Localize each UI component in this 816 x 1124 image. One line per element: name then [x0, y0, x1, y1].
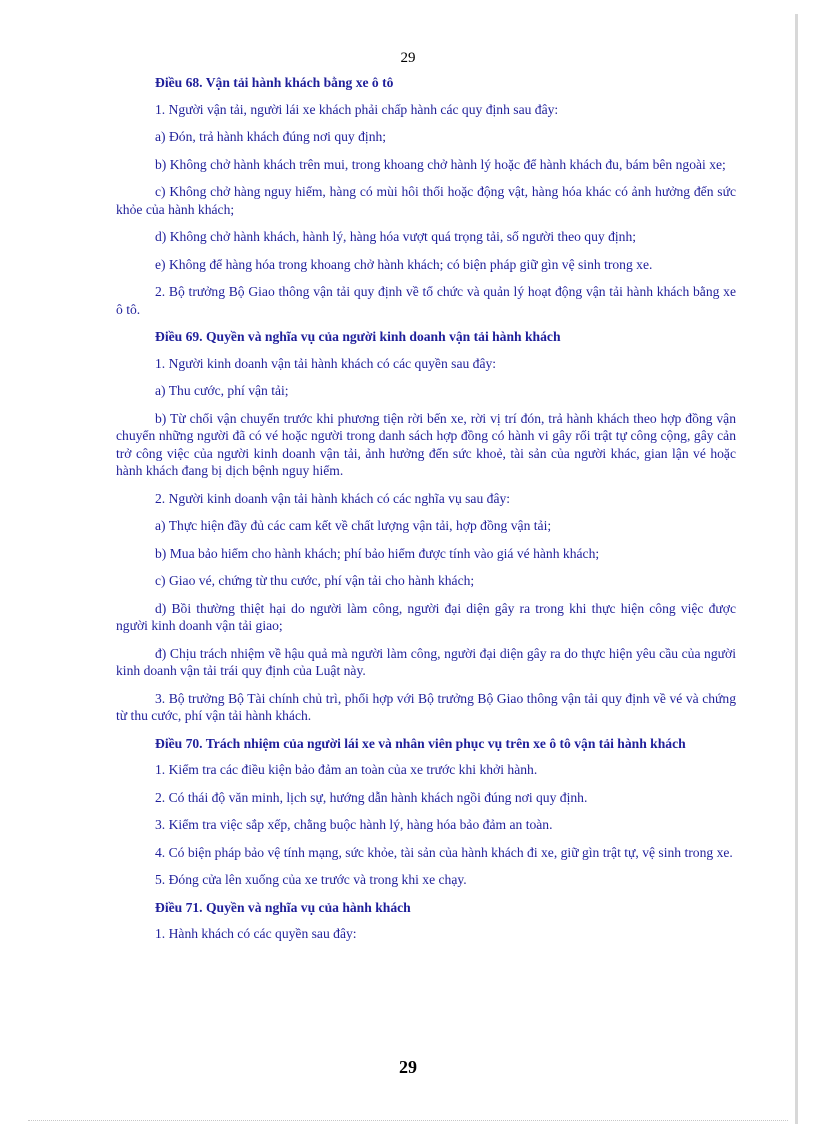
article-heading: Điều 69. Quyền và nghĩa vụ của người kinh doanh vận tải hành khách	[155, 329, 561, 344]
paragraph: a) Thực hiện đầy đủ các cam kết về chất lượng vận tải, hợp đồng vận tải;	[155, 518, 552, 533]
article-heading: Điều 71. Quyền và nghĩa vụ của hành khách	[155, 899, 411, 915]
paragraph: 3. Bộ trưởng Bộ Tài chính chủ trì, phối hợp với Bộ trưởng Bộ Giao thông vận tải quy định về vé và chứng từ thu cước, phí vận tải hành khách.	[116, 690, 736, 723]
paragraph: 3. Kiểm tra việc sắp xếp, chằng buộc hành lý, hàng hóa bảo đảm an toàn.	[155, 817, 553, 832]
paragraph: d) Không chở hành khách, hành lý, hàng hóa vượt quá trọng tải, số người theo quy định;	[155, 229, 637, 244]
paragraph: 2. Có thái độ văn minh, lịch sự, hướng dẫn hành khách ngồi đúng nơi quy định.	[155, 789, 588, 805]
paragraph: a) Thu cước, phí vận tải;	[155, 383, 289, 398]
paragraph: b) Từ chối vận chuyển trước khi phương tiện rời bến xe, rời vị trí đón, trả hành khách theo hợp đồng vận chuyển những người đã có vé hoặc người trong danh sách hợp đồng có hành vi gây rối trật tự công cộng, gây cản trở công việc của người kinh doanh vận tải, ảnh hưởng đến sức khoẻ, tài sản của người khác, gian lận vé hoặc hành khách đang bị dịch bệnh nguy hiểm.	[116, 410, 736, 478]
paragraph: a) Đón, trả hành khách đúng nơi quy định;	[155, 129, 387, 144]
paragraph: đ) Chịu trách nhiệm về hậu quả mà người làm công, người đại diện gây ra do thực hiện yêu cầu của người kinh doanh vận tải trái quy định của Luật này.	[116, 645, 736, 678]
document-body	[116, 74, 736, 953]
paragraph: c) Không chở hàng nguy hiểm, hàng có mùi hôi thối hoặc động vật, hàng hóa khác có ảnh hưởng đến sức khỏe của hành khách;	[116, 184, 736, 217]
paragraph: 2. Người kinh doanh vận tải hành khách có các nghĩa vụ sau đây:	[155, 490, 511, 506]
paragraph: 1. Hành khách có các quyền sau đây:	[155, 926, 357, 941]
article-heading: Điều 68. Vận tải hành khách bằng xe ô tô	[155, 75, 394, 90]
paragraph: 5. Đóng cửa lên xuống của xe trước và trong khi xe chạy.	[155, 872, 467, 887]
page-number-top: 29	[400, 50, 416, 66]
paragraph: 4. Có biện pháp bảo vệ tính mạng, sức khỏe, tài sản của hành khách đi xe, giữ gìn trật tự, vệ sinh trong xe.	[155, 844, 733, 860]
paragraph: 1. Người kinh doanh vận tải hành khách có các quyền sau đây:	[155, 355, 497, 371]
page-number-bottom: 29	[399, 1057, 417, 1077]
paragraph: d) Bồi thường thiệt hại do người làm công, người đại diện gây ra trong khi thực hiện công việc được người kinh doanh vận tải giao;	[116, 600, 736, 633]
paragraph: b) Mua bảo hiểm cho hành khách; phí bảo hiểm được tính vào giá vé hành khách;	[155, 545, 600, 561]
paragraph: c) Giao vé, chứng từ thu cước, phí vận tải cho hành khách;	[155, 573, 475, 588]
article-heading: Điều 70. Trách nhiệm của người lái xe và nhân viên phục vụ trên xe ô tô vận tải hành khách	[155, 735, 686, 751]
paragraph: 2. Bộ trưởng Bộ Giao thông vận tải quy định về tổ chức và quản lý hoạt động vận tải hành khách bằng xe ô tô.	[116, 284, 736, 317]
paragraph: b) Không chở hành khách trên mui, trong khoang chở hành lý hoặc để hành khách đu, bám bên ngoài xe;	[155, 156, 726, 172]
paragraph: 1. Kiểm tra các điều kiện bảo đảm an toàn của xe trước khi khởi hành.	[155, 762, 538, 777]
page-separator	[28, 1120, 788, 1121]
paragraph: e) Không để hàng hóa trong khoang chở hành khách; có biện pháp giữ gìn vệ sinh trong xe.	[155, 256, 653, 272]
paragraph: 1. Người vận tải, người lái xe khách phải chấp hành các quy định sau đây:	[155, 101, 559, 117]
